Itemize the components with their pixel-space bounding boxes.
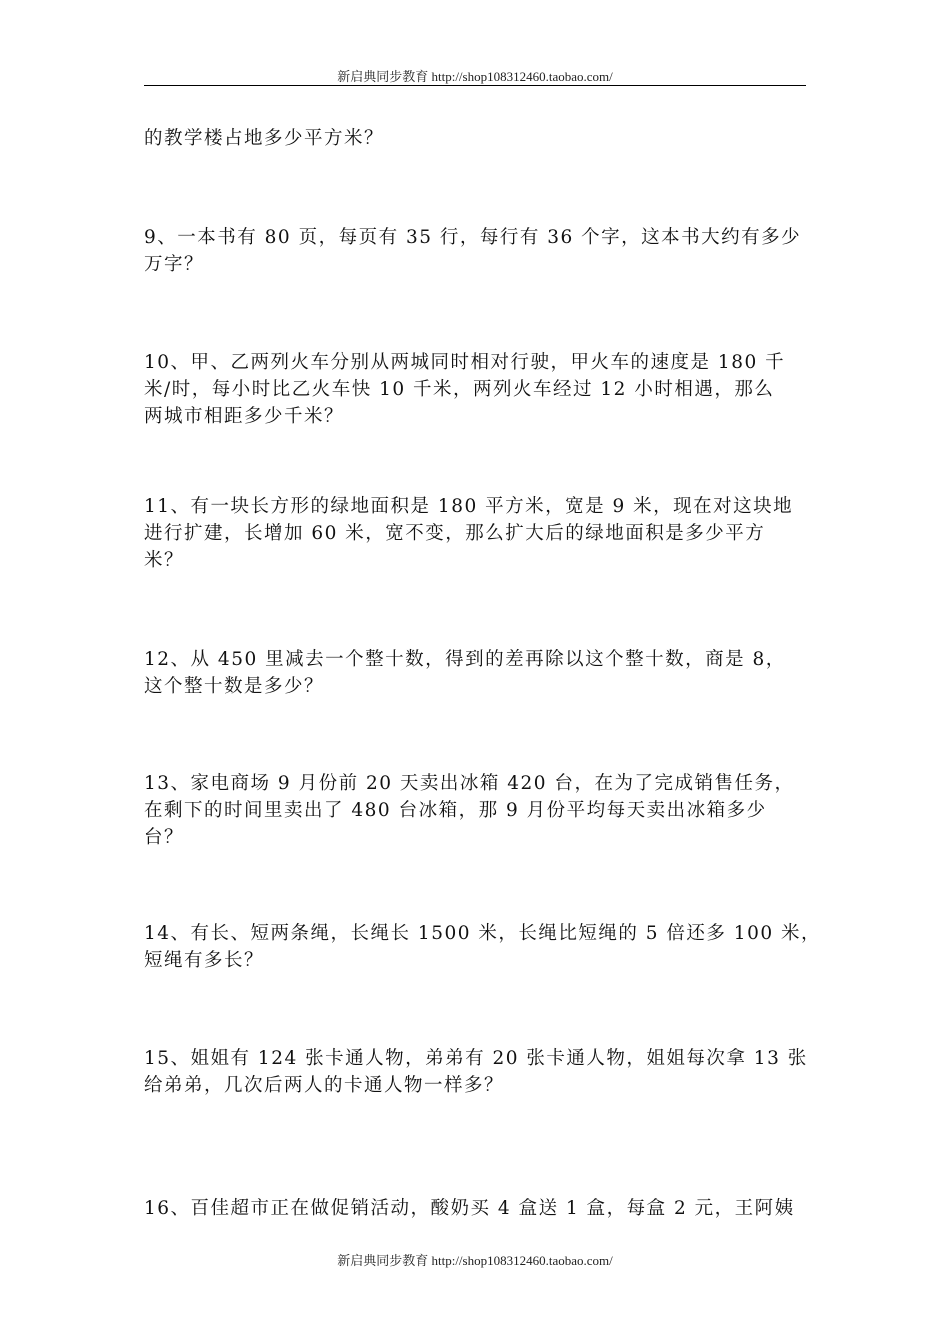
problem-12 (144, 646, 806, 700)
problem-15 (144, 1045, 806, 1099)
page-footer: 新启典同步教育 http://shop108312460.taobao.com/ (337, 1253, 613, 1268)
problem-13 (144, 770, 806, 851)
text-line: 进行扩建，长增加 60 米，宽不变，那么扩大后的绿地面积是多少平方 (144, 523, 766, 544)
problem-10 (144, 349, 806, 430)
problem-16 (144, 1195, 806, 1222)
text-line: 台？ (144, 827, 185, 848)
header-divider (144, 85, 806, 86)
text-line: 两城市相距多少千米？ (144, 406, 345, 427)
page-header: 新启典同步教育 http://shop108312460.taobao.com/ (337, 69, 613, 84)
problem-9 (144, 224, 806, 278)
problem-14 (144, 920, 821, 974)
text-line: 米/时，每小时比乙火车快 10 千米，两列火车经过 12 小时相遇，那么 (144, 379, 775, 400)
problem-11 (144, 493, 806, 574)
text-line: 16、百佳超市正在做促销活动，酸奶买 4 盒送 1 盒，每盒 2 元，王阿姨 (144, 1198, 795, 1219)
text-line: 14、有长、短两条绳，长绳长 1500 米，长绳比短绳的 5 倍还多 100 米， (144, 923, 821, 944)
text-line: 万字？ (144, 254, 205, 275)
text-line: 10、甲、乙两列火车分别从两城同时相对行驶，甲火车的速度是 180 千 (144, 352, 786, 373)
text-line: 的教学楼占地多少平方米？ (144, 128, 385, 149)
text-line: 12、从 450 里减去一个整十数，得到的差再除以这个整十数，商是 8， (144, 649, 786, 670)
text-line: 米？ (144, 550, 185, 571)
text-line: 13、家电商场 9 月份前 20 天卖出冰箱 420 台，在为了完成销售任务， (144, 773, 795, 794)
text-line: 在剩下的时间里卖出了 480 台冰箱，那 9 月份平均每天卖出冰箱多少 (144, 800, 767, 821)
text-line: 9、一本书有 80 页，每页有 35 行，每行有 36 个字，这本书大约有多少 (144, 227, 802, 248)
text-line: 15、姐姐有 124 张卡通人物，弟弟有 20 张卡通人物，姐姐每次拿 13 张 (144, 1048, 808, 1069)
text-line: 11、有一块长方形的绿地面积是 180 平方米，宽是 9 米，现在对这块地 (144, 496, 794, 517)
text-line: 这个整十数是多少？ (144, 676, 325, 697)
problem-8-continuation (144, 125, 806, 152)
text-line: 给弟弟，几次后两人的卡通人物一样多？ (144, 1075, 505, 1096)
text-line: 短绳有多长？ (144, 950, 265, 971)
